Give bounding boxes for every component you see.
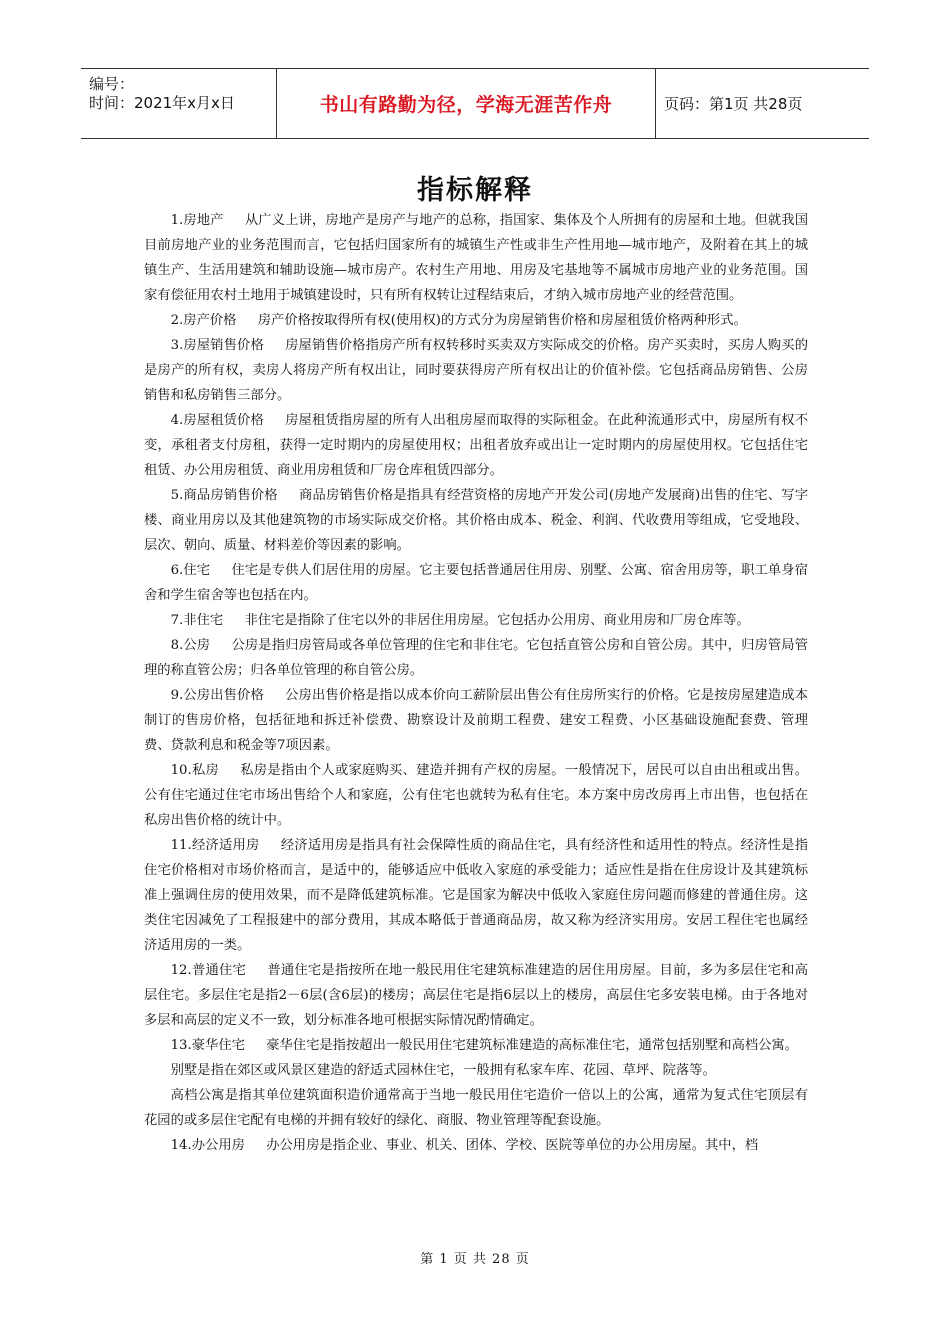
page-footer: 第 1 页 共 28 页 [420,1252,530,1267]
document-body [144,208,808,1158]
term: 13.豪华住宅 [170,1038,245,1053]
definition: 私房是指由个人或家庭购买、建造并拥有产权的房屋。一般情况下，居民可以自由出租或出售。公有住宅通过住宅市场出售给个人和家庭，公有住宅也就转为私有住宅。本方案中房改房再上市出售，也包括在私房出售价格的统计中。 [144,763,808,828]
term: 3.房屋销售价格 [170,338,264,353]
definition: 房屋租赁指房屋的所有人出租房屋而取得的实际租金。在此种流通形式中，房屋所有权不变，承租者支付房租，获得一定时期内的房屋使用权；出租者放弃或出让一定时期内的房屋使用权。它包括住宅租赁、办公用房租赁、商业用房租赁和厂房仓库租赁四部分。 [144,413,809,478]
paragraph [144,958,808,1033]
paragraph [144,1083,808,1133]
term: 10.私房 [170,763,220,778]
definition: 住宅是专供人们居住用的房屋。它主要包括普通居住用房、别墅、公寓、宿舍用房等，职工单身宿舍和学生宿舍等也包括在内。 [144,563,809,603]
definition: 豪华住宅是指按超出一般民用住宅建筑标准建造的高标准住宅，通常包括别墅和高档公寓。 [266,1038,799,1053]
term: 6.住宅 [170,563,211,578]
paragraph [144,1133,808,1158]
definition: 从广义上讲，房地产是房产与地产的总称，指国家、集体及个人所拥有的房屋和土地。但就我国目前房地产业的业务范围而言，它包括归国家所有的城镇生产性或非生产性用地—城市地产，及附着在其上的城镇生产、生活用建筑和辅助设施—城市房产。农村生产用地、用房及宅基地等不属城市房地产业的业务范围。国家有偿征用农村土地用于城镇建设时，只有所有权转让过程结束后，才纳入城市房地产业的经营范围。 [144,213,808,303]
header-meta [81,69,277,138]
term: 7.非住宅 [170,613,224,628]
definition: 商品房销售价格是指具有经营资格的房地产开发公司(房地产发展商)出售的住宅、写字楼、商业用房以及其他建筑物的市场实际成交价格。其价格由成本、税金、利润、代收费用等组成，它受地段、层次、朝向、质量、材料差价等因素的影响。 [144,488,809,553]
term: 14.办公用房 [170,1138,245,1153]
paragraph [144,558,808,608]
term: 8.公房 [170,638,211,653]
definition: 房屋销售价格指房产所有权转移时买卖双方实际成交的价格。房产买卖时，买房人购买的是房产的所有权，卖房人将房产所有权出让，同时要获得房产所有权出让的价值补偿。它包括商品房销售、公房销售和私房销售三部分。 [144,338,809,403]
definition: 高档公寓是指其单位建筑面积造价通常高于当地一般民用住宅造价一倍以上的公寓，通常为复式住宅顶层有花园的或多层住宅配有电梯的并拥有较好的绿化、商服、物业管理等配套设施。 [144,1088,808,1128]
term: 2.房产价格 [170,313,237,328]
paragraph [144,1058,808,1083]
definition: 公房出售价格是指以成本价向工薪阶层出售公有住房所实行的价格。它是按房屋建造成本制订的售房价格，包括征地和拆迁补偿费、勘察设计及前期工程费、建安工程费、小区基础设施配套费、管理费、贷款利息和税金等7项因素。 [144,688,809,753]
definition: 房产价格按取得所有权(使用权)的方式分为房屋销售价格和房屋租赁价格两种形式。 [257,313,747,328]
document-header [81,68,869,139]
paragraph [144,608,808,633]
term: 12.普通住宅 [170,963,247,978]
term: 1.房地产 [170,213,224,228]
definition: 别墅是指在郊区或风景区建造的舒适式园林住宅，一般拥有私家车库、花园、草坪、院落等。 [170,1063,716,1078]
number-label: 编号： [89,75,135,93]
paragraph [144,483,808,558]
definition: 经济适用房是指具有社会保障性质的商品住宅，具有经济性和适用性的特点。经济性是指住宅价格相对市场价格而言，是适中的，能够适应中低收入家庭的承受能力；适应性是指在住房设计及其建筑标准上强调住房的使用效果，而不是降低建筑标准。它是国家为解决中低收入家庭住房问题而修建的普通住房。这类住宅因减免了工程报建中的部分费用，其成本略低于普通商品房，故又称为经济实用房。安居工程住宅也属经济适用房的一类。 [144,838,808,953]
definition: 公房是指归房管局或各单位管理的住宅和非住宅。它包括直管公房和自管公房。其中，归房管局管理的称直管公房；归各单位管理的称自管公房。 [144,638,809,678]
paragraph [144,408,808,483]
paragraph [144,833,808,958]
paragraph [144,633,808,683]
paragraph [144,208,808,308]
page-title: 指标解释 [417,175,533,206]
paragraph [144,308,808,333]
paragraph [144,683,808,758]
time-label: 时间：2021年x月x日 [89,94,235,112]
term: 4.房屋租赁价格 [170,413,264,428]
paragraph [144,1033,808,1058]
definition: 办公用房是指企业、事业、机关、团体、学校、医院等单位的办公用房屋。其中，档 [266,1138,759,1153]
definition: 普通住宅是指按所在地一般民用住宅建筑标准建造的居住用房屋。目前，多为多层住宅和高层住宅。多层住宅是指2－6层(含6层)的楼房；高层住宅是指6层以上的楼房，高层住宅多安装电梯。由于各地对多层和高层的定义不一致，划分标准各地可根据实际情况酌情确定。 [144,963,808,1028]
term: 5.商品房销售价格 [170,488,278,503]
paragraph [144,333,808,408]
motto: 书山有路勤为径，学海无涯苦作舟 [277,69,656,138]
paragraph [144,758,808,833]
term: 9.公房出售价格 [170,688,264,703]
page-info: 页码：第1页 共28页 [664,95,803,113]
definition: 非住宅是指除了住宅以外的非居住用房屋。它包括办公用房、商业用房和厂房仓库等。 [244,613,750,628]
term: 11.经济适用房 [170,838,260,853]
